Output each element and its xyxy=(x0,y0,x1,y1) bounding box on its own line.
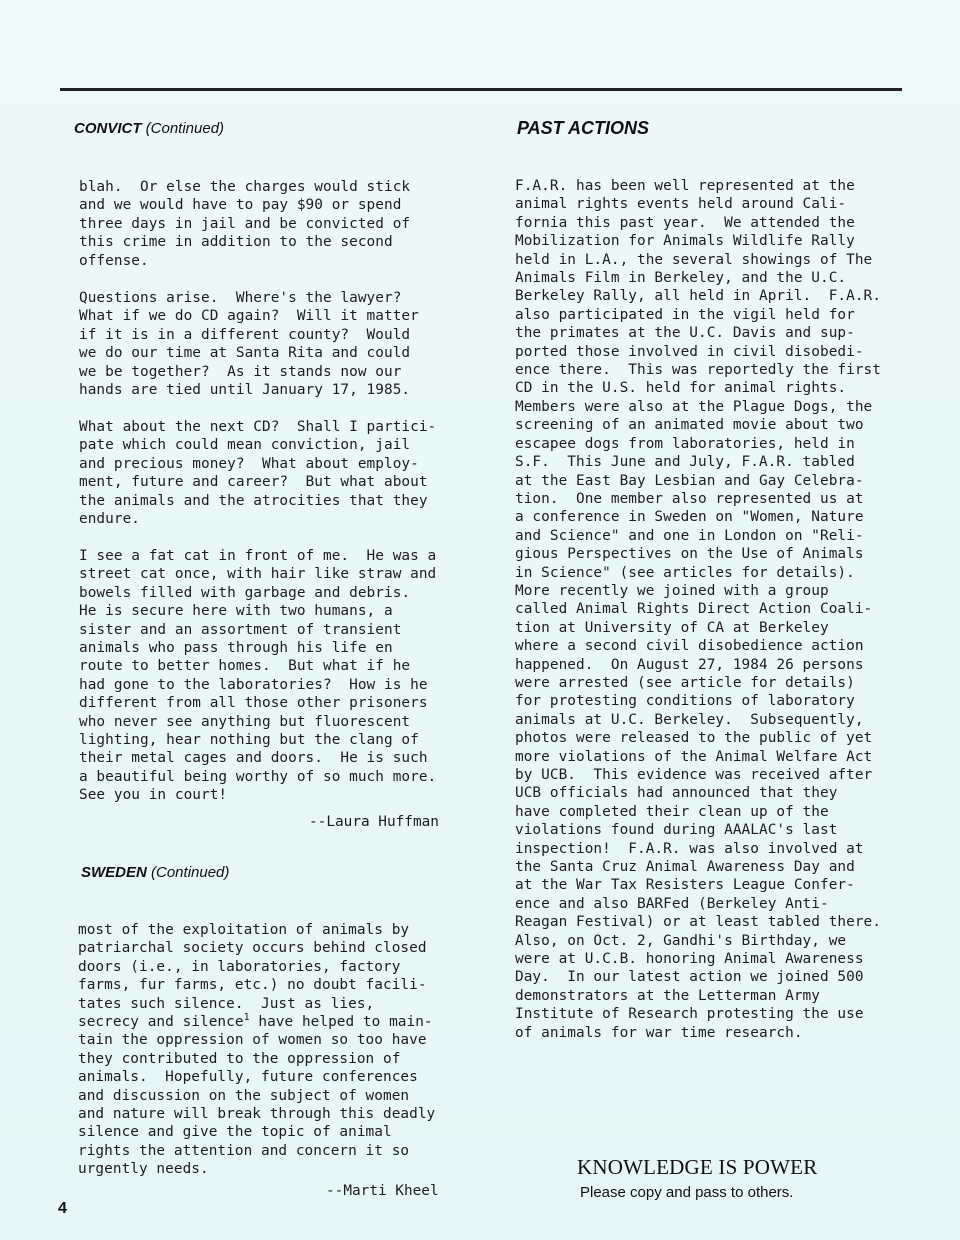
page-number: 4 xyxy=(58,1200,67,1217)
convict-paragraph-4: I see a fat cat in front of me. He was a street cat once, with hair like straw and bowels filled with garbage and debris. He is secure here with two humans, a sister and an assortment of transient animals who pass through his life en route to better homes. But what if he had gone to the laboratories? How is he different from all those other prisoners who never see anything but fluorescent lighting, hear nothing but the clang of their metal cages and doors. He is such a beautiful being worthy of so much more. See you in court! xyxy=(79,548,437,804)
convict-signature: --Laura Huffman xyxy=(309,814,439,830)
convict-paragraph-3: What about the next CD? Shall I partici- pate which could mean conviction, jail and precious money? What about employ- ment, future and career? But what about the animals and the atrocities that they endure. xyxy=(79,419,437,528)
sweden-heading xyxy=(81,864,229,881)
top-rule xyxy=(60,88,902,91)
copy-and-pass-note: Please copy and pass to others. xyxy=(580,1184,794,1201)
knowledge-is-power-title: KNOWLEDGE IS POWER xyxy=(577,1155,818,1179)
sweden-signature: --Marti Kheel xyxy=(326,1183,439,1199)
convict-continued: (Continued) xyxy=(145,120,225,137)
past-actions-heading: PAST ACTIONS xyxy=(517,118,650,138)
sweden-title: SWEDEN xyxy=(81,864,147,881)
convict-paragraph-2: Questions arise. Where's the lawyer? What if we do CD again? Will it matter if it is in a different county? Would we do our time at Santa Rita and could we be together? As it stands now our hands are tied until January 17, 1985. xyxy=(79,290,419,399)
sweden-continued: (Continued) xyxy=(151,864,230,881)
convict-title: CONVICT xyxy=(74,120,142,137)
sweden-paragraph xyxy=(78,921,435,1179)
footnote-marker: 1 xyxy=(243,1012,250,1024)
convict-paragraph-1: blah. Or else the charges would stick and we would have to pay $90 or spend three days in jail and be convicted of this crime in addition to the second offense. xyxy=(79,179,411,269)
sweden-text-part-1: most of the exploitation of animals by patriarchal society occurs behind closed doors (i.e., in laboratories, factory farms, fur farms, etc.) no doubt facili- tates such silence. Just as lies, secrecy and silence xyxy=(78,922,427,1031)
sweden-text-part-2: have helped to main- tain the oppression of women so too have they contributed to the oppression of animals. Hopefully, future conferences and discussion on the subject of women and nature will break through this deadly silence and give the topic of animal rights the attention and concern it so urgently needs. xyxy=(78,1014,436,1178)
convict-heading xyxy=(74,120,224,137)
past-actions-body: F.A.R. has been well represented at the animal rights events held around Cali- fornia this past year. We attended the Mobilization for Animals Wildlife Rally held in L.A., the several showings of The Animals Film in Berkeley, and the U.C. Berkeley Rally, all held in April. F.A.R. also participated in the vigil held for the primates at the U.C. Davis and sup- ported those involved in civil disobedi- ence there. This was reportedly the first CD in the U.S. held for animal rights. Members were also at the Plague Dogs, the screening of an animated movie about two escapee dogs from laboratories, held in S.F. This June and July, F.A.R. tabled at the East Bay Lesbian and Gay Celebra- tion. One member also represented us at a conference in Sweden on "Women, Nature and Science" and one in London on "Reli- gious Perspectives on the Use of Animals in Science" (see articles for details). More recently we joined with a group called Animal Rights Direct Action Coali- tion at University of CA at Berkeley where a second civil disobedience action happened. On August 27, 1984 26 persons were arrested (see article for details) for protesting conditions of laboratory animals at U.C. Berkeley. Subsequently, photos were released to the public of yet more violations of the Animal Welfare Act by UCB. This evidence was received after UCB officials had announced that they have completed their clean up of the violations found during AAALAC's last inspection! F.A.R. was also involved at the Santa Cruz Animal Awareness Day and at the War Tax Resisters League Confer- ence and also BARFed (Berkeley Anti- Reagan Festival) or at least tabled there. Also, on Oct. 2, Gandhi's Birthday, we were at U.C.B. honoring Animal Awareness Day. In our latest action we joined 500 demonstrators at the Letterman Army Institute of Research protesting the use of animals for war time research. xyxy=(515,178,881,1041)
